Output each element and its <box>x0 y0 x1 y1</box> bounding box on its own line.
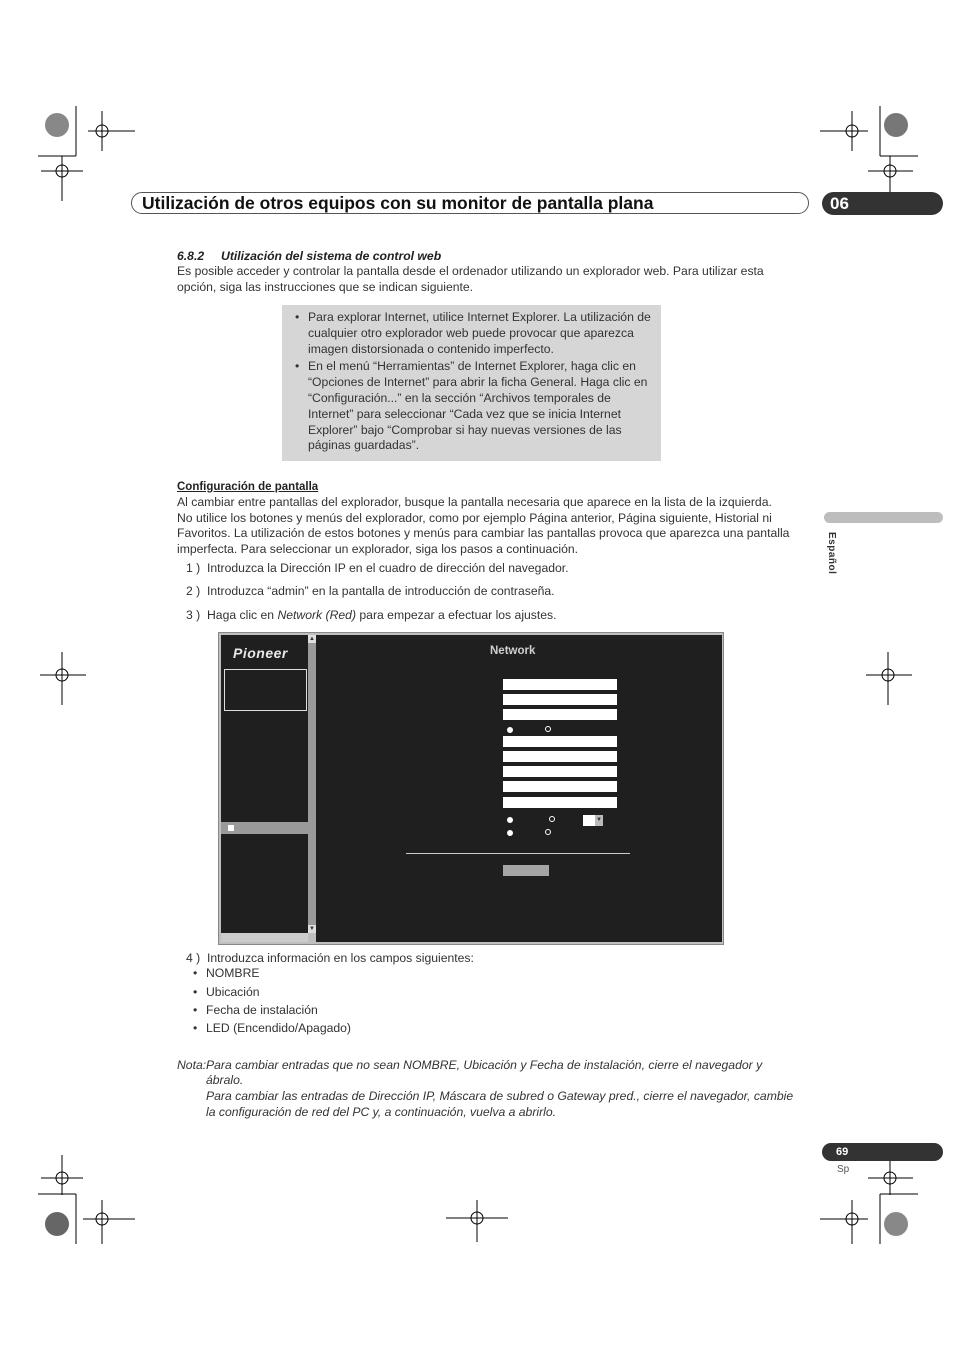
screenshot-main-panel <box>316 635 722 942</box>
screenshot-field <box>503 736 617 747</box>
radio-empty-icon <box>549 816 555 822</box>
registration-mark-bottom-center <box>446 1198 510 1244</box>
screenshot-sidebar <box>221 635 308 933</box>
screenshot-field <box>503 709 617 720</box>
registration-mark-bottom-right <box>818 1150 918 1250</box>
radio-selected-icon <box>507 727 513 733</box>
step-3-pre: 3 ) Haga clic en <box>186 608 278 622</box>
note-box <box>282 305 661 461</box>
screenshot-field <box>503 766 617 777</box>
page-number: 69 <box>822 1143 943 1161</box>
screenshot-divider <box>406 853 630 854</box>
screenshot-vertical-scrollbar <box>308 635 316 933</box>
screenshot-field <box>503 694 617 705</box>
registration-mark-top-right <box>818 106 918 206</box>
note-line-3: Para cambiar las entradas de Dirección IP, Máscara de subred o Gateway pred., cierre el navegador, cambie <box>206 1089 794 1103</box>
language-tab <box>824 512 943 523</box>
note-label: Nota: <box>177 1058 207 1072</box>
step-3 <box>186 608 557 624</box>
registration-mark-mid-left <box>38 650 88 706</box>
screenshot-button <box>503 865 549 876</box>
section-heading: 6.8.2 Utilización del sistema de control web <box>177 249 442 263</box>
config-line-3: Favoritos. La utilización de estos botones y menús para cambiar las pantallas provoca que aparezca una pantalla <box>177 526 790 540</box>
note-item: • En el menú “Herramientas” de Internet Explorer, haga clic en “Opciones de Internet” para abrir la ficha General. Haga clic en “Configuración...” en la sección “Archivos temporales de Internet” para seleccionar “Cada vez que se inicia Internet Explorer” bajo “Comprobar si hay nuevas versiones de las páginas guardadas”. <box>308 359 651 454</box>
registration-mark-top-left <box>38 106 138 206</box>
pioneer-logo: Pioneer <box>233 645 288 661</box>
screenshot-field <box>503 781 617 792</box>
step-1: 1 ) Introduzca la Dirección IP en el cuadro de dirección del navegador. <box>186 561 569 575</box>
note-line-1: Para cambiar entradas que no sean NOMBRE, Ubicación y Fecha de instalación, cierre el navegador y <box>206 1058 763 1072</box>
intro-line-2: opción, siga las instrucciones que se indican siguiente. <box>177 280 474 294</box>
chapter-number: 06 <box>822 192 943 215</box>
step-2: 2 ) Introduzca “admin” en la pantalla de introducción de contraseña. <box>186 584 555 598</box>
network-screenshot <box>218 632 724 945</box>
screenshot-field <box>503 751 617 762</box>
page-language: Sp <box>837 1164 850 1175</box>
field-bullet: • NOMBRE <box>193 966 260 982</box>
network-title: Network <box>490 645 536 657</box>
scroll-up-icon: ▲ <box>309 636 315 642</box>
registration-mark-mid-right <box>864 650 914 706</box>
config-heading: Configuración de pantalla <box>177 481 319 493</box>
language-label: Español <box>826 532 837 575</box>
step-4: 4 ) Introduzca información en los campos siguientes: <box>186 951 474 965</box>
screenshot-field <box>503 797 617 808</box>
chevron-down-icon: ▼ <box>595 815 603 826</box>
note-line-4: la configuración de red del PC y, a continuación, vuelva a abrirlo. <box>206 1105 557 1119</box>
note-item: • Para explorar Internet, utilice Internet Explorer. La utilización de cualquier otro explorador web puede provocar que aparezca imagen distorsionada o contenido imperfecto. <box>308 310 651 357</box>
config-line-2: No utilice los botones y menús del explorador, como por ejemplo Página anterior, Página siguiente, Historial ni <box>177 511 772 525</box>
radio-empty-icon <box>545 726 551 732</box>
note-line-2: ábralo. <box>206 1073 244 1087</box>
field-bullet: • Ubicación <box>193 985 260 1001</box>
step-3-link-text: Network (Red) <box>277 608 357 622</box>
config-line-1: Al cambiar entre pantallas del explorador, busque la pantalla necesaria que aparece en la lista de la izquierda. <box>177 495 772 509</box>
radio-empty-icon <box>545 829 551 835</box>
chapter-header <box>131 192 809 214</box>
config-line-4: imperfecta. Para seleccionar un explorador, siga los pasos a continuación. <box>177 542 579 556</box>
step-3-post: para empezar a efectuar los ajustes. <box>356 608 557 622</box>
screenshot-sidebar-box <box>224 669 307 711</box>
field-bullet: • LED (Encendido/Apagado) <box>193 1021 351 1037</box>
radio-selected-icon <box>507 817 513 823</box>
screenshot-field <box>503 679 617 690</box>
radio-selected-icon <box>507 830 513 836</box>
intro-line-1: Es posible acceder y controlar la pantalla desde el ordenador utilizando un explorador web. Para utilizar esta <box>177 264 764 278</box>
field-bullet: • Fecha de instalación <box>193 1003 318 1019</box>
chapter-title: Utilización de otros equipos con su monitor de pantalla plana <box>142 193 654 213</box>
screenshot-horizontal-scrollbar <box>221 933 308 942</box>
square-icon <box>228 825 234 831</box>
scroll-down-icon: ▼ <box>309 926 315 932</box>
registration-mark-bottom-left <box>38 1150 138 1250</box>
screenshot-selected-item <box>221 822 308 834</box>
screenshot-dropdown <box>583 815 603 826</box>
